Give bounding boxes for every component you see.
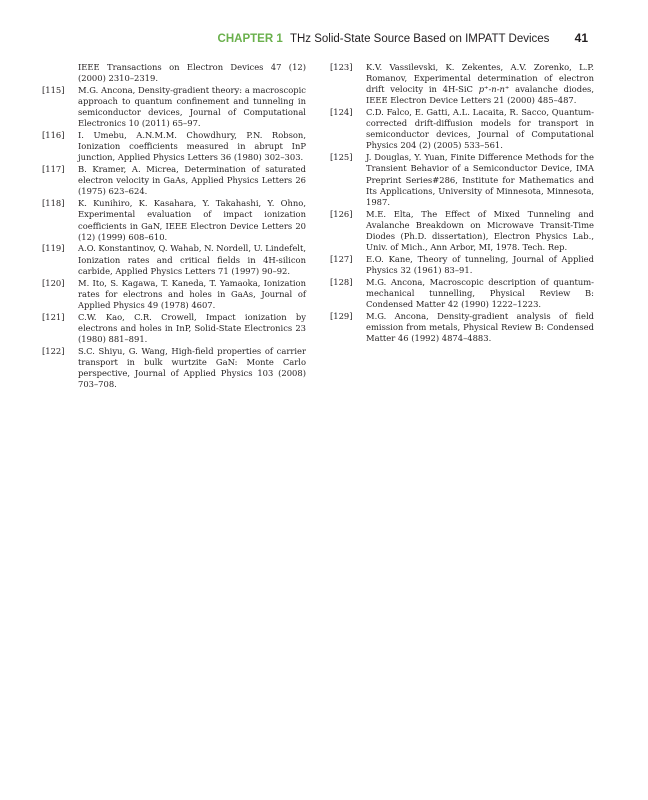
reference-124 xyxy=(330,107,594,151)
reference-number: [117] xyxy=(42,164,65,175)
reference-number: [125] xyxy=(330,152,353,163)
reference-number: [115] xyxy=(42,84,65,95)
reference-number: [126] xyxy=(330,208,353,219)
reference-121 xyxy=(42,312,306,345)
reference-number: [128] xyxy=(330,276,353,287)
page-number: 41 xyxy=(574,31,588,45)
reference-text: M.G. Ancona, Density-gradient analysis of field emission from metals, Physical Review B: Condensed Matter 46 (1992) 4874–4883. xyxy=(366,310,594,344)
reference-text: C.D. Falco, E. Gatti, A.L. Lacaita, R. Sacco, Quantum-corrected drift-diffusion models for transport in semiconductor devices, Journal of Computational Physics 204 (2) (2005) 533–561. xyxy=(366,107,594,151)
reference-115 xyxy=(42,85,306,129)
reference-number: [118] xyxy=(42,198,65,209)
reference-text-tail: avalanche diodes, IEEE Electron Device Letters 21 (2000) 485–487. xyxy=(366,84,594,106)
reference-120 xyxy=(42,278,306,311)
reference-text: M.E. Elta, The Effect of Mixed Tunneling and Avalanche Breakdown on Microwave Transit-Time Diodes (Ph.D. dissertation), Electron Physics Lab., Univ. of Mich., Ann Arbor, MI, 1978. Tech. Rep. xyxy=(366,208,594,252)
chapter-title: THz Solid-State Source Based on IMPATT Devices xyxy=(289,33,550,45)
reference-text: M.G. Ancona, Density-gradient theory: a macroscopic approach to quantum confinement and tunneling in semiconductor devices, Journal of Computational Electronics 10 (2011) 65–97. xyxy=(78,84,306,129)
reference-text: S.C. Shiyu, G. Wang, High-field properties of carrier transport in bulk wurtzite GaN: Monte Carlo perspective, Journal of Applied Physics 103 (2008) 703–708. xyxy=(78,345,306,389)
reference-math-term: p⁺-n-n⁺ xyxy=(478,84,510,95)
reference-126 xyxy=(330,209,594,253)
reference-number: [122] xyxy=(42,345,65,356)
reference-text: E.O. Kane, Theory of tunneling, Journal of Applied Physics 32 (1961) 83–91. xyxy=(366,253,594,275)
reference-number: [124] xyxy=(330,107,353,118)
reference-text: K.V. Vassilevski, K. Zekentes, A.V. Zorenko, L.P. Romanov, Experimental determination of electron drift velocity in 4H-SiC xyxy=(366,62,594,95)
reference-text: A.O. Konstantinov, Q. Wahab, N. Nordell, U. Lindefelt, Ionization rates and critical fields in 4H-silicon carbide, Applied Physics Letters 71 (1997) 90–92. xyxy=(78,243,306,276)
reference-number: [127] xyxy=(330,253,353,264)
reference-text: IEEE Transactions on Electron Devices 47 (12) (2000) 2310–2319. xyxy=(78,62,306,84)
reference-118 xyxy=(42,198,306,242)
reference-117 xyxy=(42,164,306,197)
reference-122 xyxy=(42,346,306,390)
reference-number: [120] xyxy=(42,277,65,288)
reference-123 xyxy=(330,62,594,106)
reference-text: M. Ito, S. Kagawa, T. Kaneda, T. Yamaoka, Ionization rates for electrons and holes in GaAs, Journal of Applied Physics 49 (1978) 4607. xyxy=(78,277,306,310)
references-right-column xyxy=(330,62,594,345)
reference-119 xyxy=(42,243,306,276)
reference-129 xyxy=(330,311,594,344)
running-header xyxy=(218,31,588,45)
chapter-label: CHAPTER 1 xyxy=(217,33,283,45)
reference-116 xyxy=(42,130,306,163)
reference-number: [129] xyxy=(330,310,353,321)
reference-127 xyxy=(330,254,594,276)
reference-continuation xyxy=(42,62,306,84)
reference-text: K. Kunihiro, K. Kasahara, Y. Takahashi, Y. Ohno, Experimental evaluation of impact ionization coefficients in GaN, IEEE Electron Device Letters 20 (12) (1999) 608–610. xyxy=(78,198,306,242)
reference-text: C.W. Kao, C.R. Crowell, Impact ionization by electrons and holes in InP, Solid-State Electronics 23 (1980) 881–891. xyxy=(78,311,306,344)
reference-128 xyxy=(330,277,594,310)
reference-number: [121] xyxy=(42,311,65,322)
reference-number: [116] xyxy=(42,130,65,141)
references-left-column xyxy=(42,62,306,391)
reference-number: [123] xyxy=(330,62,353,72)
reference-text: J. Douglas, Y. Yuan, Finite Difference Methods for the Transient Behavior of a Semiconductor Device, IMA Preprint Series#286, Institute for Mathematics and Its Applications, University of Minnesota, Minnesota, 1987. xyxy=(366,152,594,207)
reference-text: M.G. Ancona, Macroscopic description of quantum-mechanical tunnelling, Physical Review B: Condensed Matter 42 (1990) 1222–1223. xyxy=(366,276,594,309)
reference-text: I. Umebu, A.N.M.M. Chowdhury, P.N. Robson, Ionization coefficients measured in abrupt InP junction, Applied Physics Letters 36 (1980) 302–303. xyxy=(78,130,306,163)
reference-125 xyxy=(330,152,594,207)
reference-text: B. Kramer, A. Micrea, Determination of saturated electron velocity in GaAs, Applied Physics Letters 26 (1975) 623–624. xyxy=(78,164,306,197)
reference-number: [119] xyxy=(42,243,65,254)
